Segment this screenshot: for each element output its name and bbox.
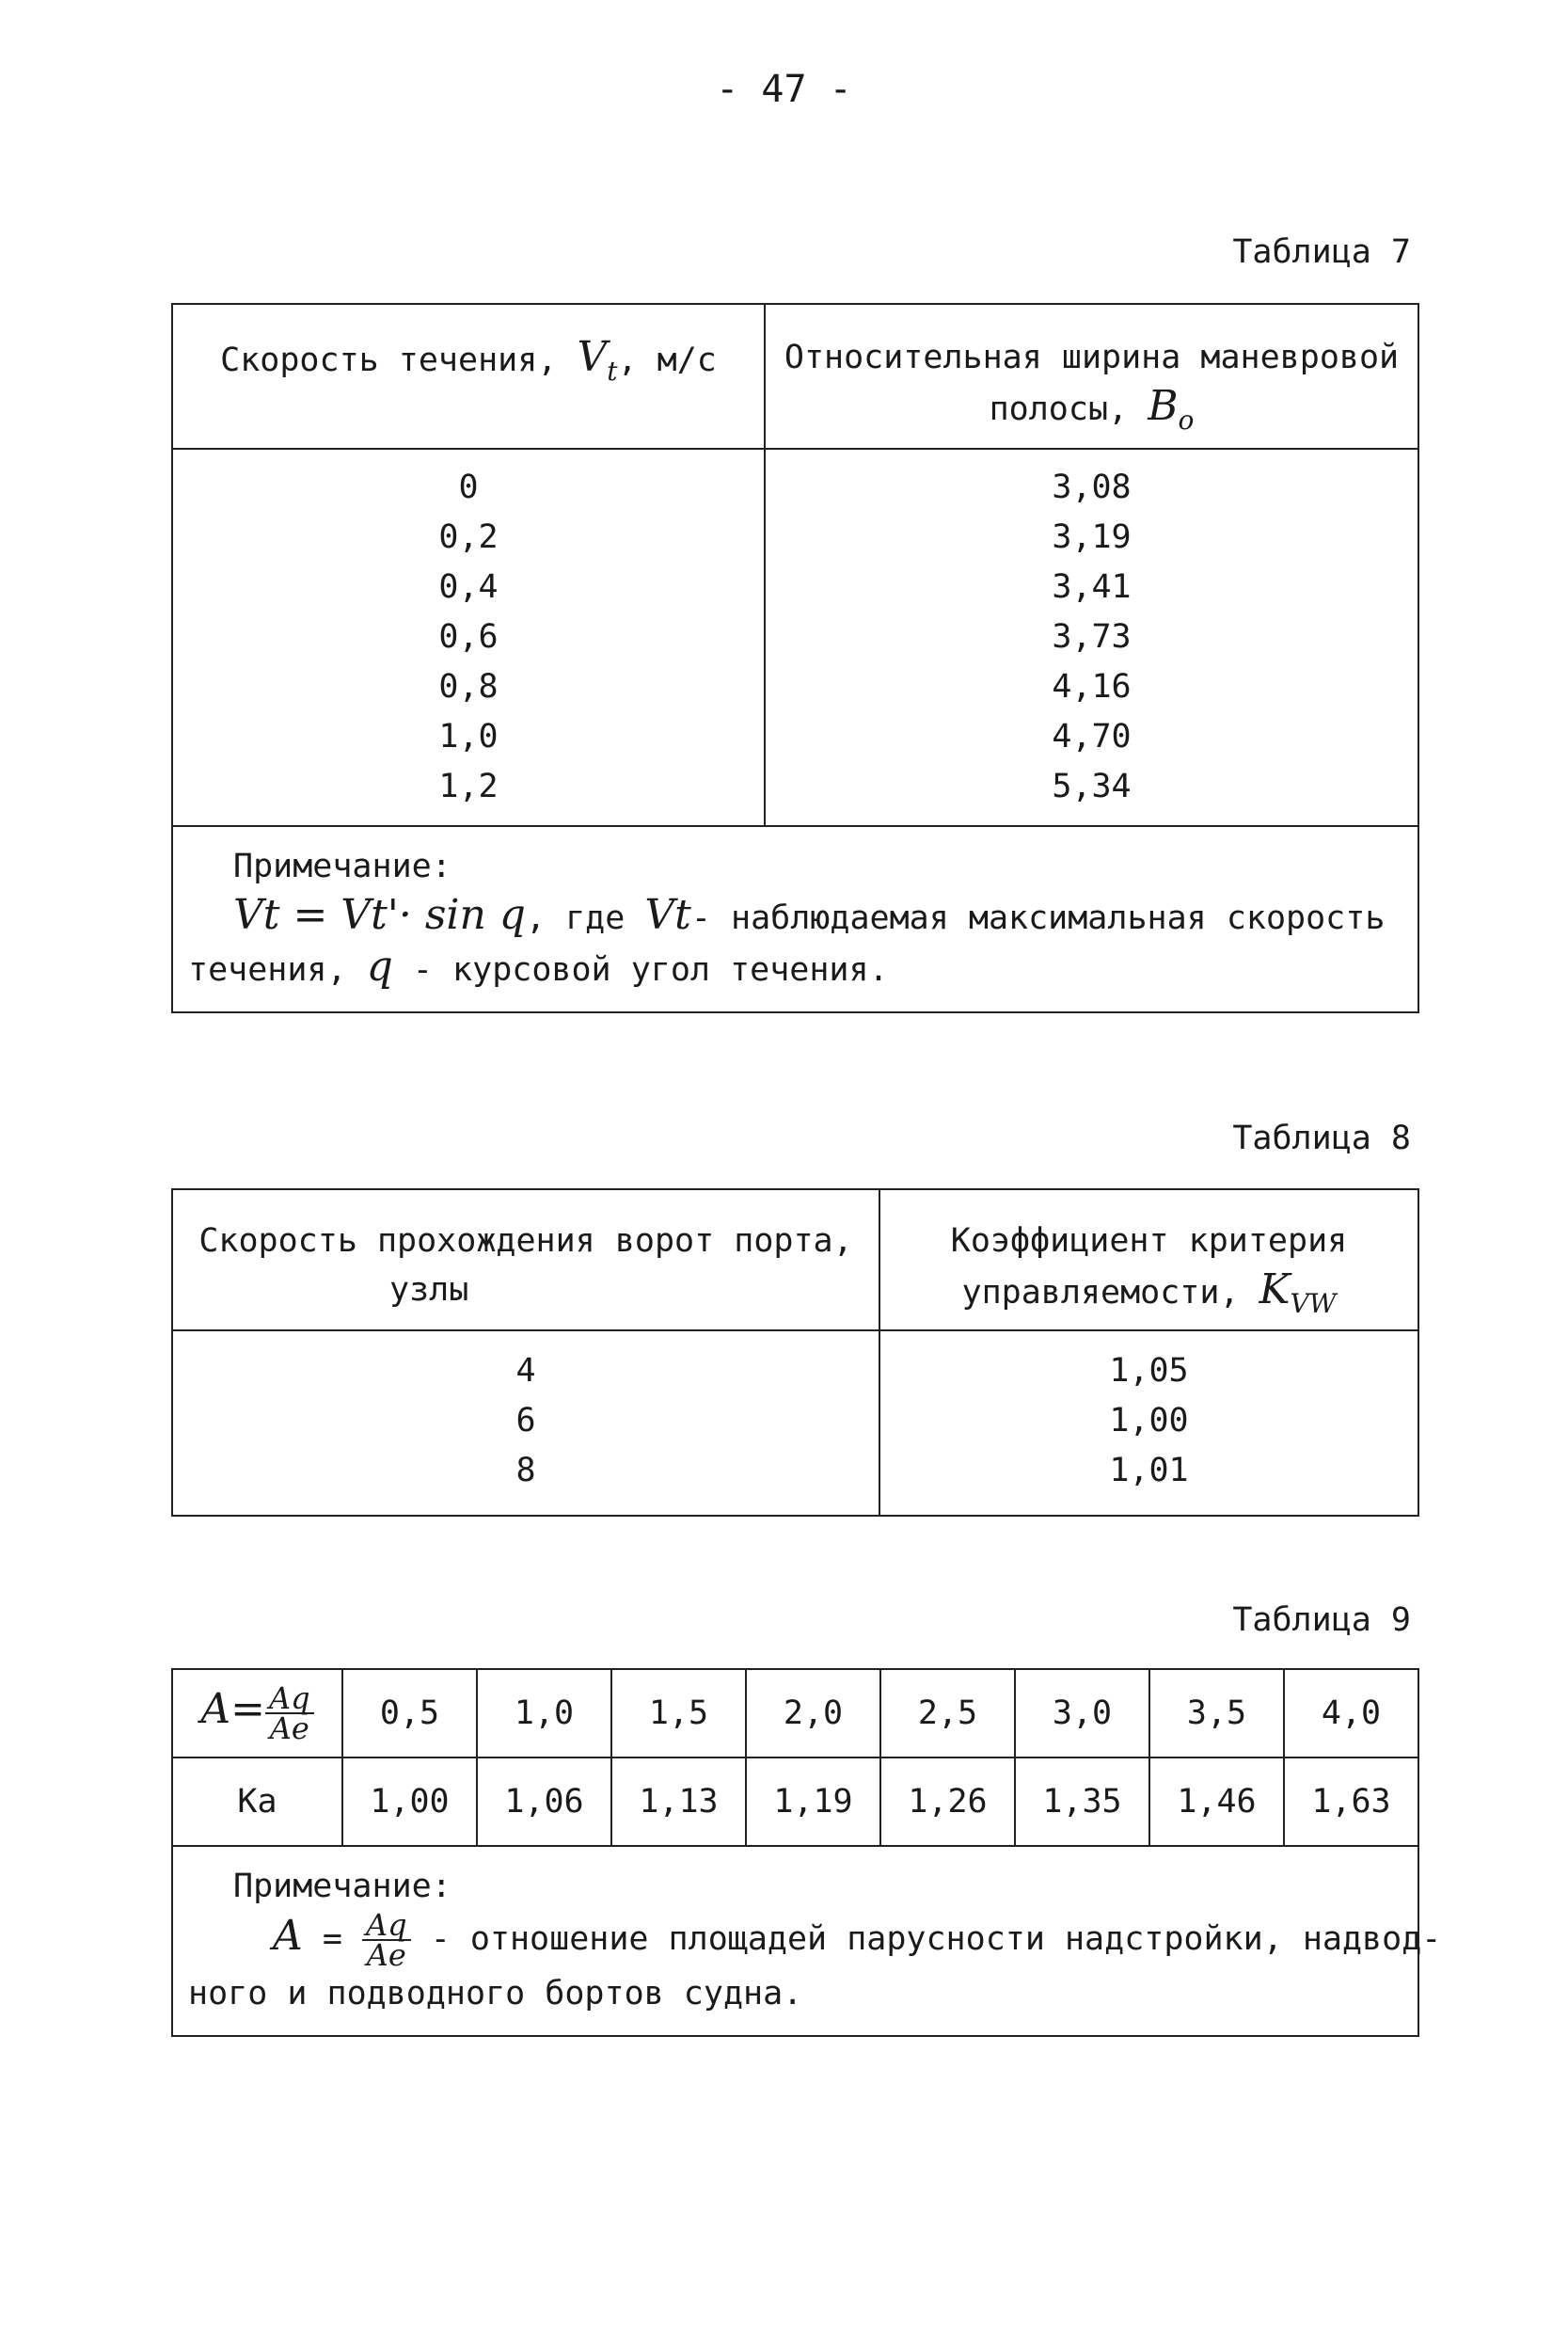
- table-cell: 0: [458, 469, 479, 506]
- table-cell: 1,06: [477, 1757, 611, 1846]
- note-title: Примечание:: [233, 848, 451, 885]
- table9: [171, 1668, 1442, 2037]
- table9-row1-label: A= $\frac{Aq}{Ae}$: [172, 1669, 342, 1757]
- table8-speed-values: [172, 1330, 879, 1516]
- table-cell: 1,5: [611, 1669, 746, 1757]
- table-cell: 3,5: [1149, 1669, 1284, 1757]
- table9-caption: Таблица 9: [1232, 1601, 1411, 1639]
- table-cell: 1,0: [477, 1669, 611, 1757]
- table-cell: 4: [515, 1352, 536, 1390]
- table7-caption: Таблица 7: [1232, 233, 1411, 271]
- table-cell: 1,26: [880, 1757, 1015, 1846]
- table8-header-coefficient: Коэффициент критерия управляемости, $K_{VW}$: [879, 1189, 1418, 1330]
- table-cell: 1,0: [438, 718, 499, 755]
- table9-row2-label: Ка: [172, 1757, 342, 1846]
- table-cell: 1,63: [1284, 1757, 1418, 1846]
- fraction: $\frac{Aq}{Ae}$: [362, 1911, 411, 1969]
- note-symbol: Vt: [644, 891, 691, 939]
- table-cell: 4,16: [1052, 668, 1132, 706]
- table-cell: 3,41: [1052, 568, 1132, 606]
- note-symbol-q: q: [366, 943, 393, 991]
- table-cell: 1,13: [611, 1757, 746, 1846]
- symbol-bo: $B_o$: [1148, 382, 1195, 436]
- note-title: Примечание:: [233, 1868, 451, 1905]
- table-cell: 1,35: [1015, 1757, 1149, 1846]
- fraction: $\frac{Aq}{Ae}$: [265, 1684, 314, 1742]
- page-number: - 47 -: [716, 68, 852, 111]
- table-cell: 1,01: [1109, 1452, 1189, 1489]
- table8-caption: Таблица 8: [1232, 1120, 1411, 1157]
- table7: [171, 303, 1419, 1013]
- table8-coefficient-values: [879, 1330, 1418, 1516]
- table-cell: 1,19: [746, 1757, 880, 1846]
- table7-header-speed: Скорость течения, $V_t$, м/с: [172, 304, 765, 449]
- table-cell: 0,8: [438, 668, 499, 706]
- note-formula: Vt = Vt'· sin q: [233, 891, 526, 939]
- table7-width-values: [765, 449, 1418, 826]
- table-cell: 5,34: [1052, 768, 1132, 805]
- table-cell: 1,00: [342, 1757, 477, 1846]
- table-cell: 3,19: [1052, 518, 1132, 556]
- table8-header-speed: Скорость прохождения ворот порта, узлы: [172, 1189, 879, 1330]
- table7-note: Примечание: Vt = Vt'· sin q, где Vt- наблюдаемая максимальная скорость течения, q - курсовой угол течения.: [172, 826, 1418, 1012]
- table-cell: 3,73: [1052, 618, 1132, 656]
- symbol-kvw: $K_{VW}$: [1259, 1265, 1337, 1319]
- table-cell: 2,0: [746, 1669, 880, 1757]
- table7-speed-values: [172, 449, 765, 826]
- table-cell: 3,0: [1015, 1669, 1149, 1757]
- table-cell: 2,5: [880, 1669, 1015, 1757]
- table-cell: 6: [515, 1402, 536, 1439]
- table-cell: 4,0: [1284, 1669, 1418, 1757]
- table-cell: 1,05: [1109, 1352, 1189, 1390]
- table-cell: 1,00: [1109, 1402, 1189, 1439]
- table-cell: 4,70: [1052, 718, 1132, 755]
- table8: [171, 1188, 1419, 1517]
- table-cell: 0,4: [438, 568, 499, 606]
- table-cell: 0,6: [438, 618, 499, 656]
- symbol-vt: $V_t$: [577, 333, 618, 387]
- table-cell: 0,5: [342, 1669, 477, 1757]
- table-cell: 1,46: [1149, 1757, 1284, 1846]
- table7-header-width: Относительная ширина маневровой полосы, $B_o$: [765, 304, 1418, 449]
- table-cell: 8: [515, 1452, 536, 1489]
- table-cell: 3,08: [1052, 469, 1132, 506]
- table-cell: 1,2: [438, 768, 499, 805]
- table-cell: 0,2: [438, 518, 499, 556]
- table9-note: Примечание: A = $\frac{Aq}{Ae}$ - отношение площадей парусности надстройки, надвод- ного и подводного бортов судна.: [172, 1846, 1418, 2036]
